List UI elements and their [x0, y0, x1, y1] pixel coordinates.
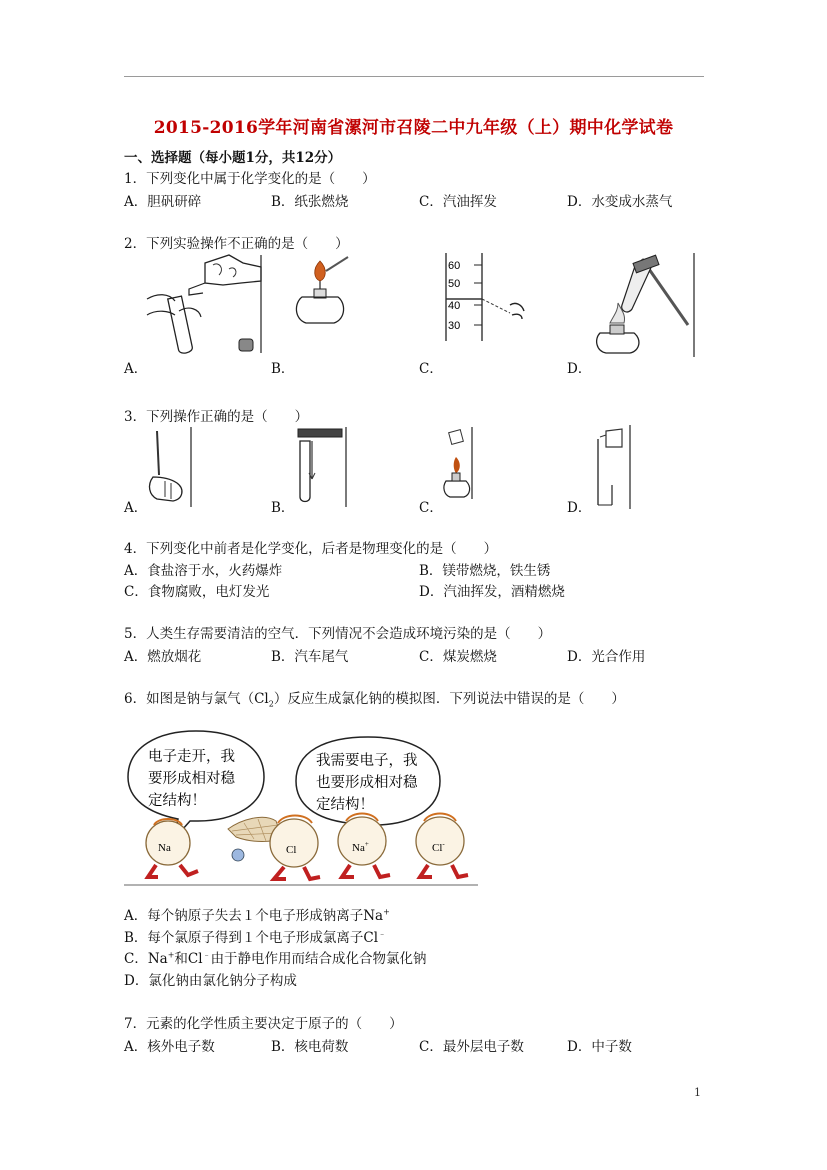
q6-stem-pre: 6．如图是钠与氯气（Cl: [124, 691, 269, 707]
cl-label: Cl: [286, 844, 297, 856]
right-bubble-line-1: 我需要电子，我: [316, 753, 418, 769]
question-6-stem: [124, 687, 625, 707]
exam-title: 2015-2016学年河南省漯河市召陵二中九年级（上）期中化学试卷: [153, 118, 674, 138]
q2-figure-c-reading-cylinder: [440, 253, 530, 343]
q3-figure-b-test-tube-clamp: [290, 427, 348, 507]
q7-option-c: C．最外层电子数: [419, 1039, 524, 1055]
q1-option-d: D．水变成水蒸气: [567, 194, 673, 210]
cl-ion-label: Cl-: [432, 840, 445, 854]
question-1-stem: 1．下列变化中属于化学变化的是（ ）: [124, 171, 376, 187]
q6-option-c: C．Na+和Cl﹣由于静电作用而结合成化合物氯化钠: [124, 950, 427, 967]
q5-option-c: C．煤炭燃烧: [419, 649, 497, 665]
q7-option-d: D．中子数: [567, 1039, 632, 1055]
section-heading: 一、选择题（每小题1分，共12分）: [124, 150, 342, 166]
q5-option-d: D．光合作用: [567, 649, 646, 665]
q2-figure-d-heating-tube: [592, 253, 696, 357]
q6-option-a: A．每个钠原子失去１个电子形成钠离子Na+: [124, 907, 390, 924]
sodium-atom-character: [146, 819, 198, 877]
left-bubble-line-1: 电子走开，我: [148, 749, 235, 765]
right-bubble-line-2: 也要形成相对稳: [316, 775, 418, 791]
q2-figure-a-pouring-liquid: [143, 253, 265, 355]
q2-label-d: D．: [567, 361, 592, 377]
q6-cartoon-na-cl: [124, 725, 478, 887]
question-3-stem: 3．下列操作正确的是（ ）: [124, 409, 309, 425]
chlorine-atom-character: [270, 816, 320, 880]
question-7-stem: 7．元素的化学性质主要决定于原子的（ ）: [124, 1016, 403, 1032]
q3-label-c: C．: [419, 500, 443, 516]
q6-option-d: D．氯化钠由氯化钠分子构成: [124, 973, 297, 989]
cylinder-tick-50: 50: [448, 278, 461, 290]
q2-label-b: B．: [271, 361, 295, 377]
q7-option-b: B．核电荷数: [271, 1039, 349, 1055]
q3-label-b: B．: [271, 500, 295, 516]
na-ion-label: Na+: [352, 840, 369, 854]
header-rule: [124, 76, 704, 77]
q4-option-a: A．食盐溶于水，火药爆炸: [124, 563, 283, 579]
question-4-stem: 4．下列变化中前者是化学变化，后者是物理变化的是（ ）: [124, 541, 498, 557]
left-bubble-line-3: 定结构！: [148, 793, 206, 809]
q7-option-a: A．核外电子数: [124, 1039, 215, 1055]
left-bubble-line-2: 要形成相对稳: [148, 771, 235, 787]
q2-label-a: A．: [124, 361, 148, 377]
q4-option-b: B．镁带燃烧，铁生锈: [419, 563, 551, 579]
cylinder-tick-60: 60: [448, 260, 461, 272]
q6-stem-subscript: 2: [268, 699, 274, 709]
q3-label-d: D．: [567, 500, 592, 516]
q3-figure-d-pouring: [592, 425, 632, 509]
chloride-ion-character: [416, 814, 468, 878]
q6-stem-post: ）反应生成氯化钠的模拟图．下列说法中错误的是（ ）: [273, 691, 625, 707]
right-bubble-line-3: 定结构！: [316, 797, 374, 813]
q3-figure-c-lamp-extinguish: [440, 427, 474, 499]
q3-label-a: A．: [124, 500, 148, 516]
q1-option-a: A．胆矾研碎: [124, 194, 202, 210]
q3-figure-a-dropper: [143, 427, 193, 507]
q1-option-b: B．纸张燃烧: [271, 194, 349, 210]
q6-option-b: B．每个氯原子得到１个电子形成氯离子Cl﹣: [124, 929, 387, 946]
q5-option-b: B．汽车尾气: [271, 649, 349, 665]
cylinder-tick-30: 30: [448, 320, 461, 332]
question-2-stem: 2．下列实验操作不正确的是（ ）: [124, 236, 349, 252]
cylinder-tick-40: 40: [448, 300, 461, 312]
page-number: 1: [694, 1086, 701, 1099]
q5-option-a: A．燃放烟花: [124, 649, 202, 665]
q4-option-d: D．汽油挥发，酒精燃烧: [419, 584, 565, 600]
question-5-stem: 5．人类生存需要清洁的空气．下列情况不会造成环境污染的是（ ）: [124, 626, 552, 642]
q1-option-c: C．汽油挥发: [419, 194, 497, 210]
q2-label-c: C．: [419, 361, 443, 377]
na-label: Na: [158, 842, 171, 854]
q4-option-c: C．食物腐败，电灯发光: [124, 584, 270, 600]
q2-figure-b-lamp-lighting: [290, 253, 350, 325]
